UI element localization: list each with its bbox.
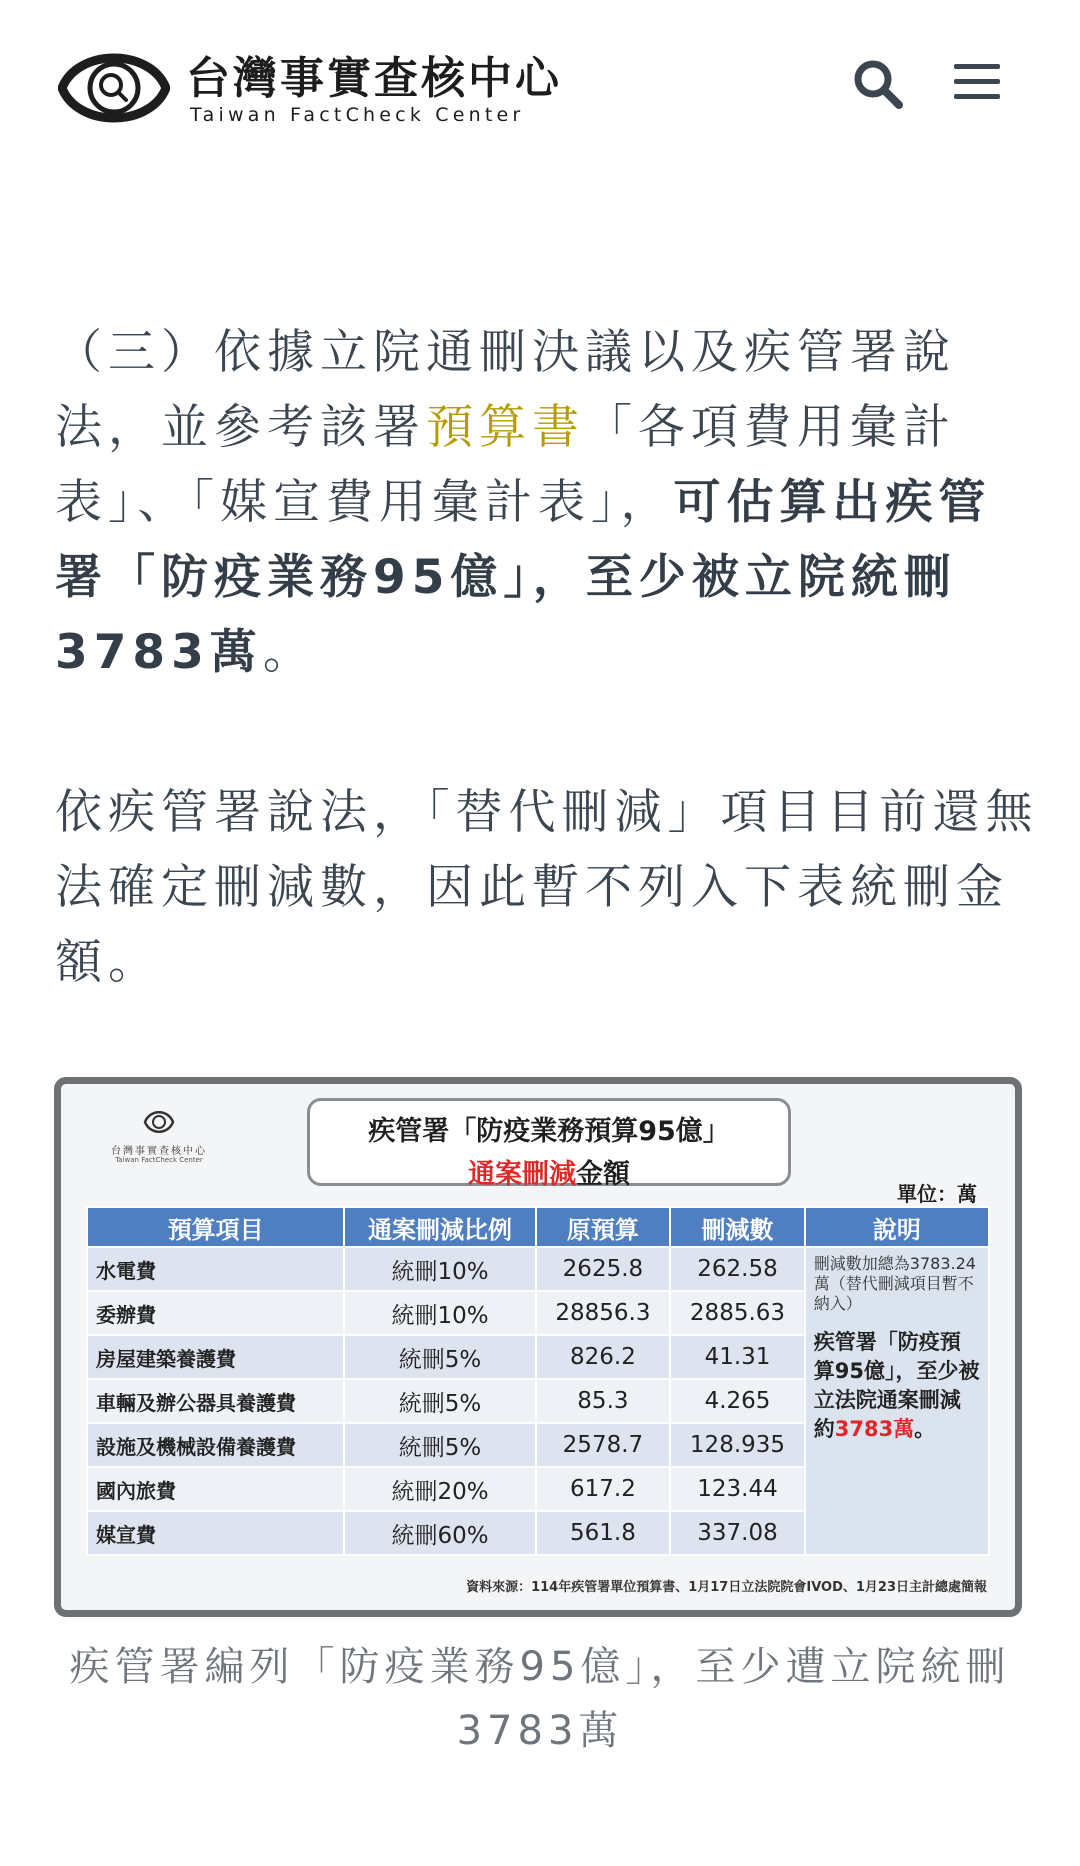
column-header: 原預算 (536, 1207, 671, 1247)
budget-item: 水電費 (87, 1247, 344, 1291)
column-header: 預算項目 (87, 1207, 344, 1247)
unit-label: 單位：萬 (897, 1182, 977, 1206)
column-header: 刪減數 (670, 1207, 805, 1247)
paragraph-bold-text: 可估算出疾管署「防疫業務95億」，至少被立院統刪3783萬 (55, 475, 992, 680)
figure-title-red-text: 通案刪減 (468, 1159, 576, 1190)
original-budget: 2625.8 (536, 1247, 671, 1291)
eye-magnifier-logo-icon (143, 1106, 175, 1138)
figure-title-box (307, 1098, 791, 1190)
column-header: 通案刪減比例 (344, 1207, 535, 1247)
cut-ratio: 統刪60% (344, 1511, 535, 1555)
cut-amount: 41.31 (670, 1335, 805, 1379)
figure-logo (91, 1104, 211, 1164)
figure-title-line-1: 疾管署「防疫業務預算95億」 (368, 1116, 730, 1147)
column-header: 說明 (805, 1207, 989, 1247)
cut-amount: 337.08 (670, 1511, 805, 1555)
cut-ratio: 統刪5% (344, 1423, 535, 1467)
original-budget: 561.8 (536, 1511, 671, 1555)
original-budget: 2578.7 (536, 1423, 671, 1467)
paragraph-text: 「各項費用彙計表」、「媒宣費用彙計表」， (55, 400, 956, 530)
cut-ratio: 統刪5% (344, 1335, 535, 1379)
table-header-row (87, 1207, 989, 1247)
cut-amount: 2885.63 (670, 1291, 805, 1335)
data-source-note: 資料來源：114年疾管署單位預算書、1月17日立法院院會IVOD、1月23日主計總處簡報 (466, 1580, 987, 1595)
budget-table-figure[interactable] (54, 1077, 1022, 1617)
search-icon[interactable] (850, 56, 906, 112)
paragraph-text: （三）依據立院通刪決議以及疾管署說法，並參考該署 (55, 325, 956, 455)
explanation-red-amount: 3783萬 (834, 1417, 915, 1441)
explanation-end: 。 (914, 1417, 936, 1441)
eye-magnifier-logo-icon[interactable] (58, 40, 170, 132)
budget-item: 委辦費 (87, 1291, 344, 1335)
cut-amount: 128.935 (670, 1423, 805, 1467)
budget-item: 車輛及辦公器具養護費 (87, 1379, 344, 1423)
table-row (87, 1247, 989, 1291)
hamburger-menu-icon[interactable] (952, 60, 1002, 104)
figure-logo-text: 台灣事實查核中心 (111, 1146, 207, 1157)
article-paragraph-2: 依疾管署說法，「替代刪減」項目目前還無法確定刪減數，因此暫不列入下表統刪金額。 (55, 785, 1039, 990)
figure-logo-subtitle: Taiwan FactCheck Center (115, 1156, 203, 1164)
budget-table (86, 1206, 990, 1556)
brand-subtitle: Taiwan FactCheck Center (190, 104, 525, 126)
original-budget: 617.2 (536, 1467, 671, 1511)
cut-amount: 4.265 (670, 1379, 805, 1423)
explanation-cell (805, 1247, 989, 1555)
budget-book-link[interactable]: 預算書 (426, 400, 585, 455)
original-budget: 28856.3 (536, 1291, 671, 1335)
cut-ratio: 統刪5% (344, 1379, 535, 1423)
brand-title[interactable]: 台灣事實查核中心 (186, 53, 562, 104)
explanation-main: 疾管署「防疫預算95億」，至少被立法院通案刪減約 (813, 1330, 980, 1441)
site-header (0, 0, 1080, 170)
paragraph-end: 。 (262, 625, 316, 680)
cut-amount: 123.44 (670, 1467, 805, 1511)
budget-item: 國內旅費 (87, 1467, 344, 1511)
cut-ratio: 統刪20% (344, 1467, 535, 1511)
cut-ratio: 統刪10% (344, 1291, 535, 1335)
figure-title-line-2 (310, 1152, 788, 1191)
original-budget: 85.3 (536, 1379, 671, 1423)
cut-ratio: 統刪10% (344, 1247, 535, 1291)
original-budget: 826.2 (536, 1335, 671, 1379)
figure-title-rest: 金額 (576, 1159, 630, 1190)
cut-amount: 262.58 (670, 1247, 805, 1291)
explanation-small-text: 刪減數加總為3783.24萬（替代刪減項目暫不納入） (813, 1254, 976, 1313)
budget-item: 設施及機械設備養護費 (87, 1423, 344, 1467)
article-paragraph-1 (55, 315, 1040, 690)
budget-item: 房屋建築養護費 (87, 1335, 344, 1379)
explanation-main-text (814, 1328, 980, 1444)
figure-caption: 疾管署編列「防疫業務95億」，至少遭立院統刪3783萬 (69, 1644, 1011, 1754)
budget-item: 媒宣費 (87, 1511, 344, 1555)
